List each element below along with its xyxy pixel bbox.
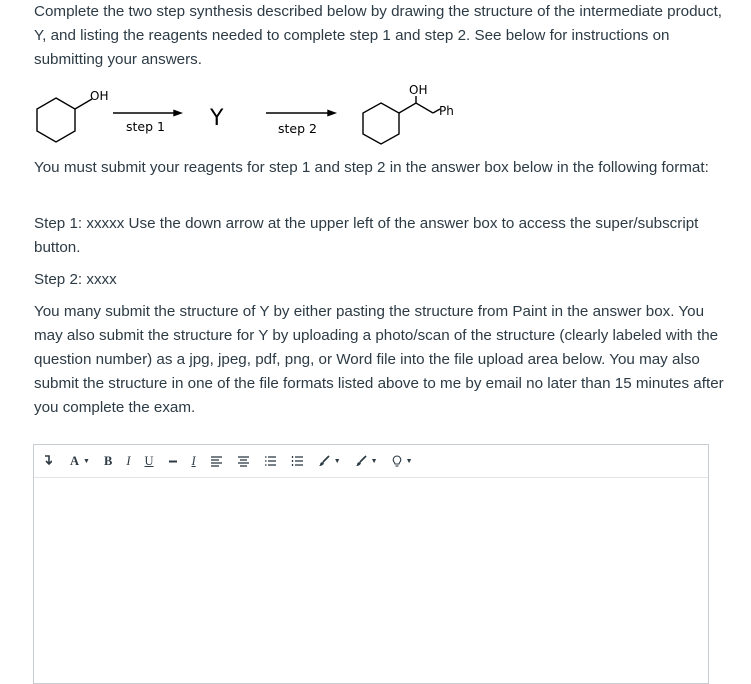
step1-label: step 1	[126, 119, 165, 134]
step2-arrowhead	[328, 111, 335, 116]
strikethrough-button[interactable]	[168, 451, 178, 471]
font-color-glyph: A	[70, 453, 80, 468]
chevron-down-icon: ▼	[333, 457, 341, 465]
align-left-icon	[210, 455, 223, 467]
submit-format-text: You must submit your reagents for step 1 and step 2 in the answer box below in the following format:	[34, 159, 709, 176]
bullet-list-button[interactable]	[264, 451, 277, 471]
answer-editor	[33, 444, 709, 684]
clear-formatting-glyph: I	[191, 453, 196, 468]
start-oh-label: OH	[90, 89, 109, 103]
align-center-icon	[237, 455, 250, 467]
step1-arrowhead	[174, 111, 181, 116]
text-color-button[interactable]	[318, 451, 341, 471]
down-arrow-icon	[43, 455, 52, 467]
step2-format-text: Step 2: xxxx	[34, 271, 117, 288]
bold-button[interactable]	[104, 451, 112, 471]
strikethrough-icon	[168, 455, 178, 467]
product-side-chain	[399, 103, 433, 113]
bullet-list-icon	[264, 455, 277, 467]
reaction-scheme	[0, 80, 751, 155]
chevron-down-icon: ▼	[83, 457, 90, 465]
italic-glyph: I	[126, 453, 131, 468]
product-cyclohexane-ring	[363, 103, 399, 144]
clear-formatting-button[interactable]	[192, 451, 196, 471]
brush-icon	[355, 455, 367, 467]
step1-format-text: Step 1: xxxxx Use the down arrow at the upper left of the answer box to access the super/subscript button.	[34, 215, 699, 256]
align-left-button[interactable]	[210, 451, 223, 471]
chevron-down-icon: ▼	[405, 457, 413, 465]
underline-glyph: U	[144, 453, 154, 468]
editor-toolbar	[34, 445, 708, 478]
question-intro: Complete the two step synthesis described below by drawing the structure of the intermediate product, Y, and listing the reagents needed to complete step 1 and step 2. See below for instructions on submitting your answers.	[34, 3, 723, 68]
chevron-down-icon: ▼	[370, 457, 378, 465]
align-center-button[interactable]	[237, 451, 250, 471]
bold-glyph: B	[103, 453, 113, 468]
step2-label: step 2	[278, 121, 317, 136]
numbered-list-button[interactable]	[291, 451, 304, 471]
start-cyclohexane-ring	[37, 98, 75, 142]
plugins-button[interactable]	[392, 451, 413, 471]
brush-icon	[318, 455, 330, 467]
underline-button[interactable]	[144, 451, 153, 471]
font-color-button[interactable]	[70, 451, 90, 471]
intermediate-y-label: Y	[210, 106, 224, 131]
italic-button[interactable]	[126, 451, 130, 471]
toolbar-toggle-button[interactable]	[43, 451, 52, 471]
structure-instructions-text: You many submit the structure of Y by either pasting the structure from Paint in the answer box. You may also submit the structure for Y by uploading a photo/scan of the structure (clearly labeled with the question number) as a jpg, jpeg, pdf, png, or Word file into the file upload area below. You may also submit the structure in one of the file formats listed above to me by email no later than 15 minutes after you complete the exam.	[34, 303, 724, 416]
numbered-list-icon	[291, 455, 304, 467]
product-ph-label: Ph	[439, 104, 454, 118]
lightbulb-icon	[392, 455, 402, 468]
background-color-button[interactable]	[355, 451, 378, 471]
answer-text-area[interactable]	[34, 477, 708, 683]
product-oh-label: OH	[409, 83, 428, 97]
